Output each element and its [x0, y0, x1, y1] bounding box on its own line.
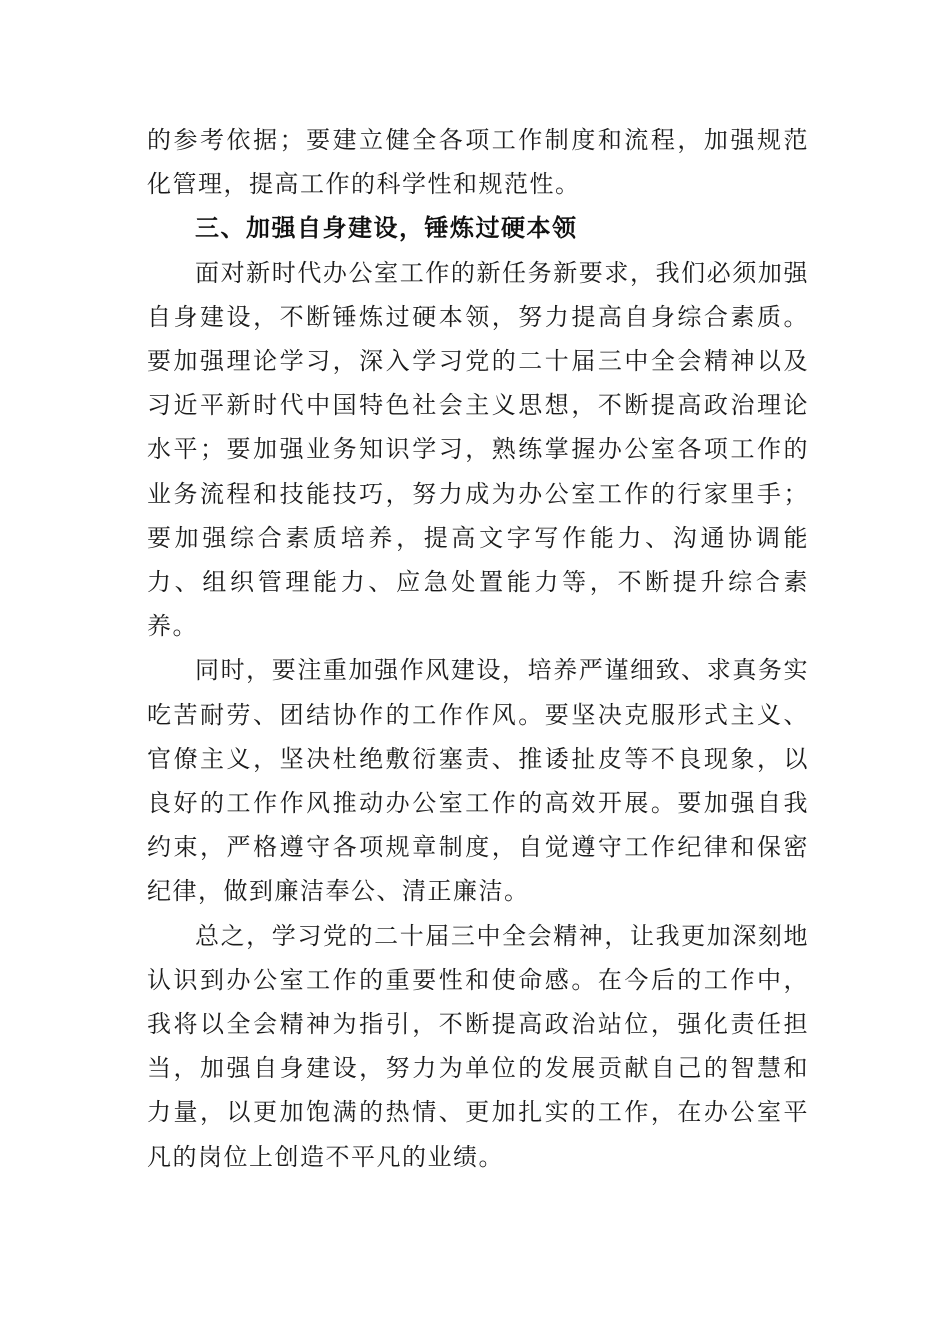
paragraph-continuation: 的参考依据；要建立健全各项工作制度和流程，加强规范化管理，提高工作的科学性和规范性。: [147, 126, 809, 199]
section-heading: 三、加强自身建设，锤炼过硬本领: [195, 214, 578, 243]
paragraph-conclusion: 总之，学习党的二十届三中全会精神，让我更加深刻地认识到办公室工作的重要性和使命感。在今后的工作中，我将以全会精神为指引，不断提高政治站位，强化责任担当，加强自身建设，努力为单位的发展贡献自己的智慧和力量，以更加饱满的热情、更加扎实的工作，在办公室平凡的岗位上创造不平凡的业绩。: [147, 921, 809, 1171]
paragraph-work-style: 同时，要注重加强作风建设，培养严谨细致、求真务实吃苦耐劳、团结协作的工作作风。要坚决克服形式主义、官僚主义，坚决杜绝敷衍塞责、推诿扯皮等不良现象，以良好的工作作风推动办公室工作的高效开展。要加强自我约束，严格遵守各项规章制度，自觉遵守工作纪律和保密纪律，做到廉洁奉公、清正廉洁。: [147, 656, 809, 906]
document-body: [147, 118, 809, 1179]
paragraph-self-building: 面对新时代办公室工作的新任务新要求，我们必须加强自身建设，不断锤炼过硬本领，努力提高自身综合素质。要加强理论学习，深入学习党的二十届三中全会精神以及习近平新时代中国特色社会主义思想，不断提高政治理论水平；要加强业务知识学习，熟练掌握办公室各项工作的业务流程和技能技巧，努力成为办公室工作的行家里手；要加强综合素质培养，提高文字写作能力、沟通协调能力、组织管理能力、应急处置能力等，不断提升综合素养。: [147, 258, 809, 641]
